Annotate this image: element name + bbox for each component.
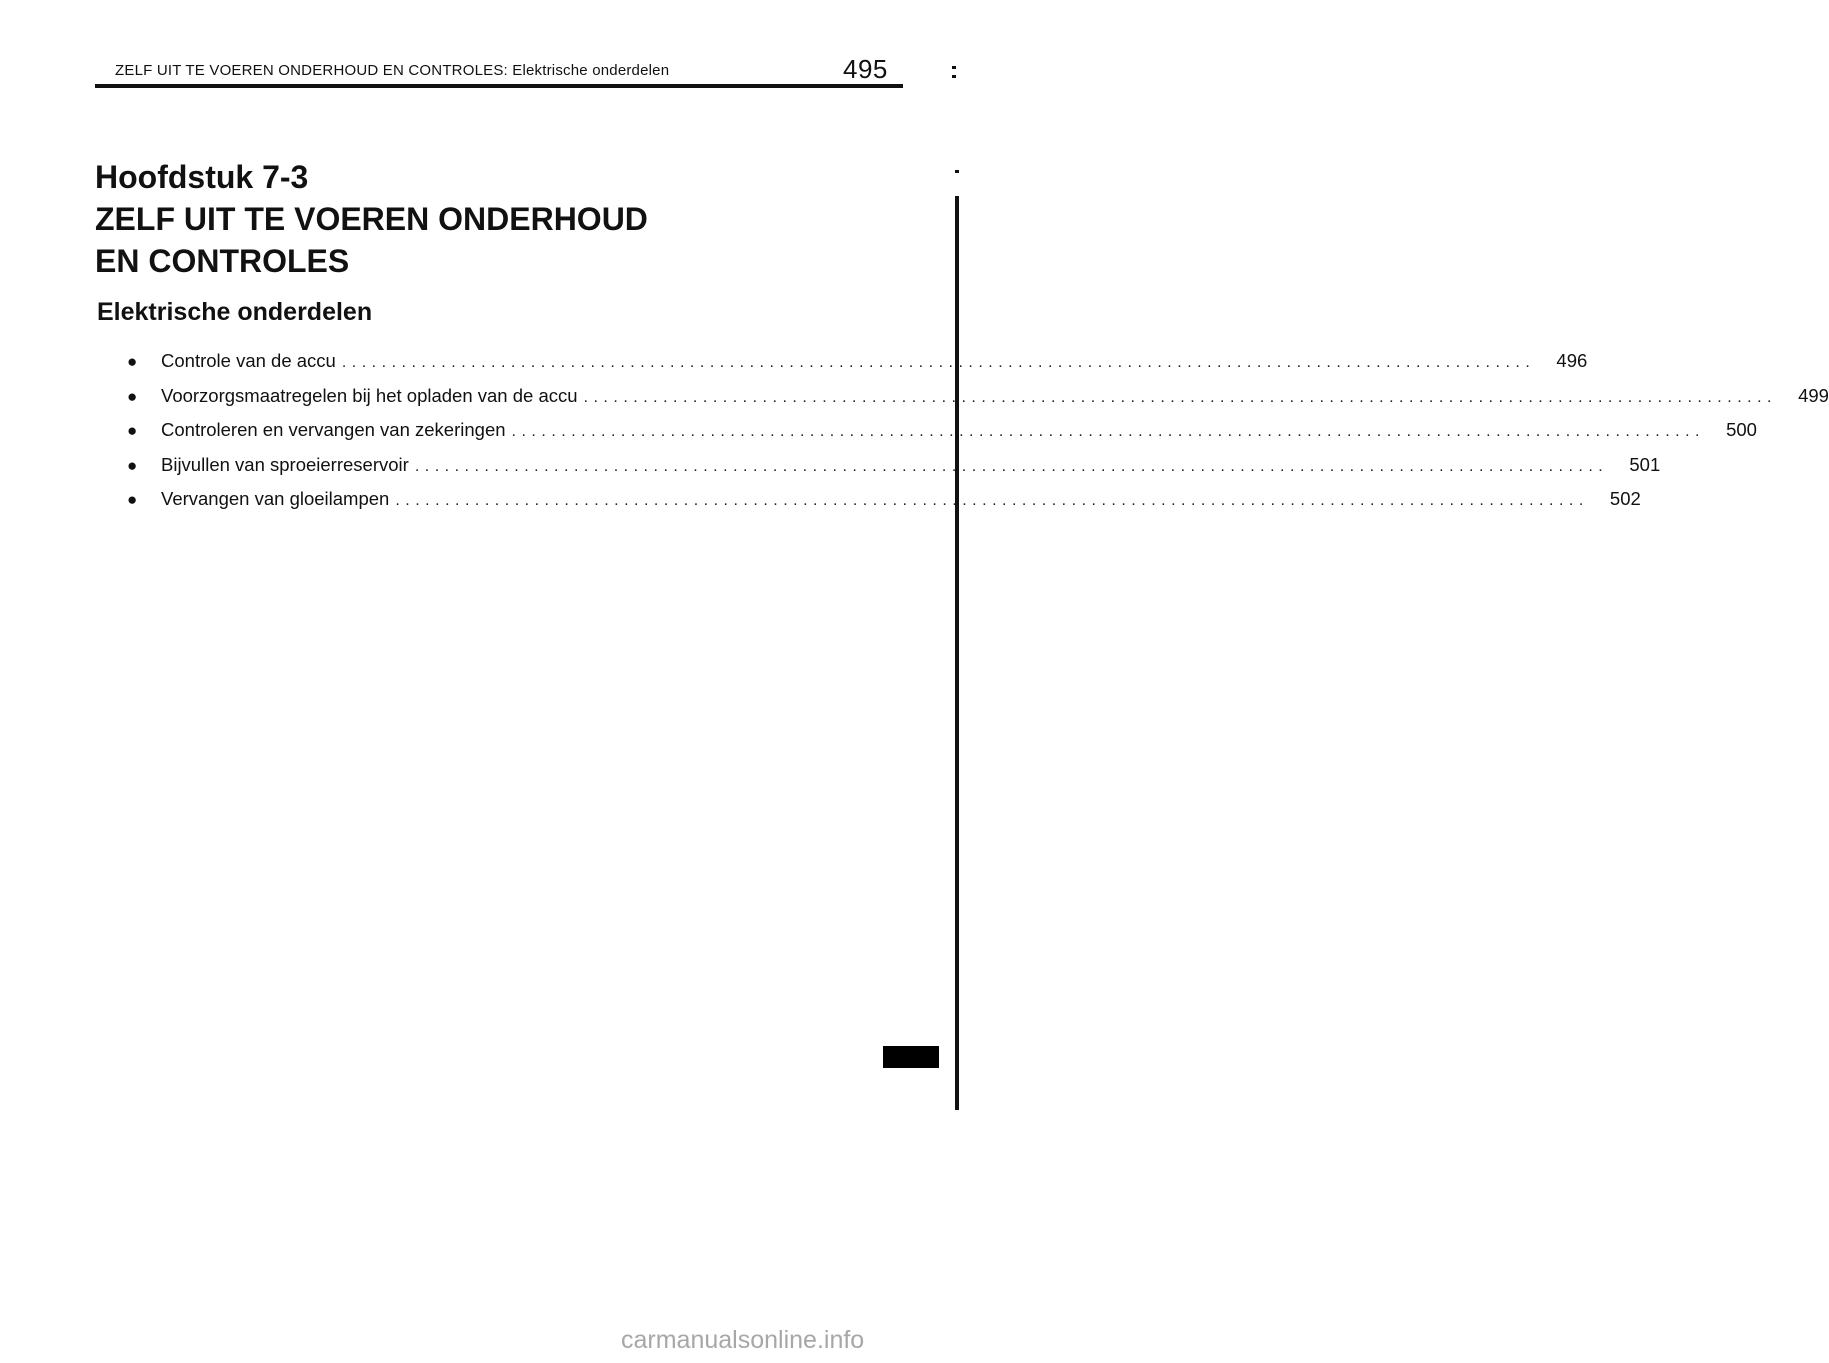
toc-item-label: Controleren en vervangen van zekeringen bbox=[161, 419, 506, 440]
page-number: 495 bbox=[843, 54, 888, 84]
toc-item-label: Bijvullen van sproeierreservoir bbox=[161, 453, 409, 475]
toc-leader-dots: ........................................................................................................................ bbox=[511, 423, 1705, 440]
toc-item[interactable] bbox=[127, 453, 1661, 489]
toc-item-page: 502 bbox=[1609, 488, 1641, 509]
running-header: ZELF UIT TE VOEREN ONDERHOUD EN CONTROLES: Elektrische onderdelen bbox=[115, 62, 670, 79]
toc-leader-dots: ........................................................................................................................ bbox=[414, 457, 1609, 475]
bullet-icon: ● bbox=[127, 421, 138, 440]
edge-mark-small bbox=[955, 170, 959, 173]
bullet-icon: ● bbox=[127, 386, 138, 406]
edge-mark-top bbox=[952, 66, 956, 78]
toc-item-label: Controle van de accu bbox=[161, 350, 336, 371]
bullet-icon: ● bbox=[127, 490, 138, 509]
toc-item[interactable] bbox=[127, 384, 1829, 420]
toc-item[interactable] bbox=[127, 419, 1757, 454]
section-title: Elektrische onderdelen bbox=[97, 298, 373, 326]
chapter-label: Hoofdstuk 7-3 bbox=[95, 159, 309, 195]
toc-item-label: Vervangen van gloeilampen bbox=[161, 488, 390, 509]
toc-leader-dots: ........................................................................................................................ bbox=[395, 492, 1589, 509]
bullet-icon: ● bbox=[127, 455, 138, 475]
watermark: carmanualsonline.info bbox=[621, 1326, 865, 1354]
toc-item-page: 500 bbox=[1726, 419, 1757, 440]
section-tab-block bbox=[883, 1046, 939, 1068]
toc-item-page: 501 bbox=[1629, 453, 1661, 475]
chapter-title-line-1: ZELF UIT TE VOEREN ONDERHOUD bbox=[95, 201, 648, 237]
toc-item[interactable] bbox=[127, 488, 1641, 523]
toc-leader-dots: ........................................................................................................................ bbox=[583, 388, 1777, 406]
chapter-title-line-2: EN CONTROLES bbox=[95, 243, 350, 279]
header-rule bbox=[95, 84, 903, 88]
edge-line bbox=[955, 196, 959, 1110]
table-of-contents bbox=[127, 350, 1829, 523]
toc-item[interactable] bbox=[127, 350, 1588, 385]
chapter-title bbox=[95, 156, 648, 282]
toc-item-page: 499 bbox=[1798, 384, 1829, 406]
bullet-icon: ● bbox=[127, 352, 138, 371]
toc-leader-dots: ........................................................................................................................ bbox=[341, 354, 1536, 371]
toc-item-label: Voorzorgsmaatregelen bij het opladen van de accu bbox=[161, 384, 578, 406]
toc-item-page: 496 bbox=[1556, 350, 1588, 371]
